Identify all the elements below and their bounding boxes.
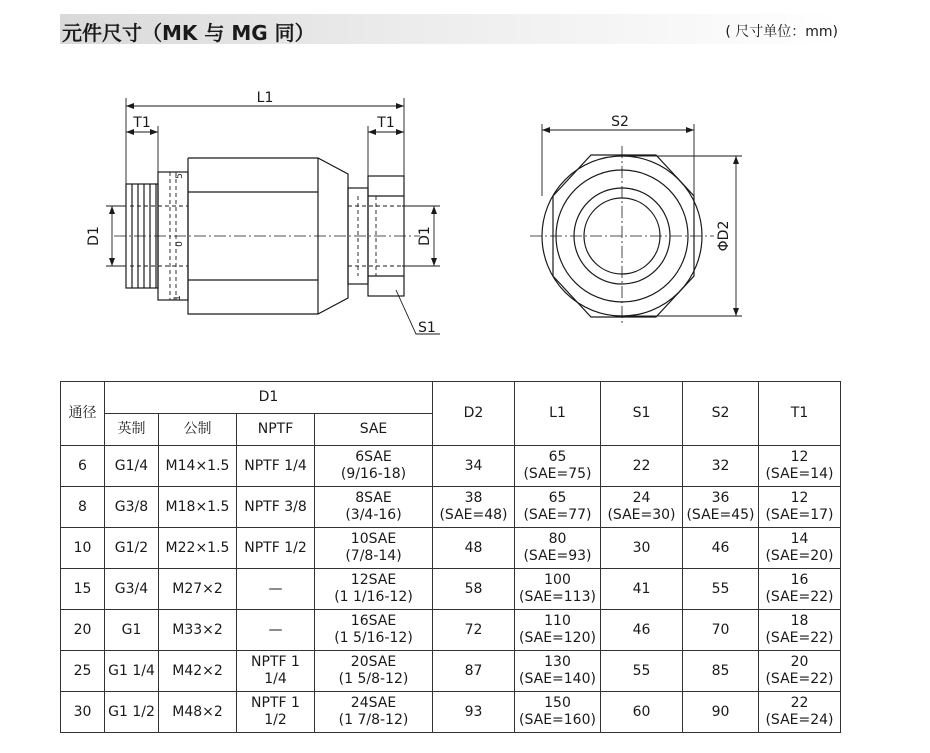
label-t1-left: T1: [133, 115, 151, 131]
cell-imperial-value: G1: [121, 621, 142, 638]
end-view: [530, 146, 714, 326]
cell-l1: [515, 446, 601, 487]
cell-nptf-value: —: [268, 580, 283, 597]
cell-sae: [315, 487, 433, 528]
cell-t1-secondary: (SAE=22): [765, 671, 834, 687]
cell-l1-secondary: (SAE=75): [523, 466, 592, 482]
cell-s1-value: 60: [632, 703, 651, 720]
cell-nptf-value: NPTF 1: [251, 654, 300, 670]
cell-s1-value: 30: [632, 539, 651, 556]
cell-l1-value: 150: [544, 695, 571, 711]
cell-s2: [683, 692, 759, 733]
cell-metric-value: M14×1.5: [165, 457, 230, 474]
table-row: [61, 651, 841, 692]
cell-imperial: [105, 569, 159, 610]
cell-t1: [759, 610, 841, 651]
cell-imperial: [105, 528, 159, 569]
cell-sae-secondary: (1 7/8-12): [338, 712, 409, 728]
cell-d2: [433, 610, 515, 651]
cell-l1-value: 65: [548, 490, 567, 506]
cell-imperial-value: G1 1/4: [108, 662, 155, 679]
cell-l1: [515, 487, 601, 528]
cell-sae: [315, 692, 433, 733]
cell-nptf-secondary: 1/4: [264, 671, 287, 687]
cell-t1-secondary: (SAE=17): [765, 507, 834, 523]
label-tick-5: 5: [175, 173, 185, 179]
cell-imperial-value: G3/8: [114, 498, 149, 515]
cell-metric: [159, 446, 237, 487]
cell-l1-value: 110: [544, 613, 571, 629]
cell-l1: [515, 692, 601, 733]
cell-sae: [315, 569, 433, 610]
cell-t1-secondary: (SAE=20): [765, 548, 834, 564]
cell-metric: [159, 569, 237, 610]
cell-metric-value: M18×1.5: [165, 498, 230, 515]
cell-s2: [683, 651, 759, 692]
arrowheads: [109, 103, 739, 316]
cell-nptf-value: —: [268, 621, 283, 638]
table-row: [61, 569, 841, 610]
cell-l1: [515, 569, 601, 610]
label-d1-left: D1: [86, 226, 102, 246]
cell-l1: [515, 651, 601, 692]
cell-l1-secondary: (SAE=140): [519, 671, 596, 687]
cell-sae-value: 20SAE: [350, 654, 397, 670]
header-s2: S2: [683, 382, 759, 446]
header-imperial: 英制: [105, 414, 159, 446]
cell-l1: [515, 528, 601, 569]
cell-d2-value: 72: [464, 621, 483, 638]
cell-s1: [601, 528, 683, 569]
cell-t1-value: 22: [790, 695, 809, 711]
table-body: [61, 446, 841, 733]
cell-l1-secondary: (SAE=93): [523, 548, 592, 564]
cell-s2-secondary: (SAE=45): [686, 507, 755, 523]
cell-t1: [759, 692, 841, 733]
cell-t1: [759, 651, 841, 692]
cell-metric: [159, 651, 237, 692]
cell-s1-secondary: (SAE=30): [607, 507, 676, 523]
cell-imperial-value: G1 1/2: [108, 703, 155, 720]
cell-s1-value: 46: [632, 621, 651, 638]
table-row: [61, 446, 841, 487]
cell-sae-secondary: (9/16-18): [340, 466, 407, 482]
cell-l1-secondary: (SAE=160): [519, 712, 596, 728]
label-s1: S1: [418, 320, 436, 336]
cell-bore: [61, 446, 105, 487]
cell-bore-value: 10: [73, 539, 92, 556]
cell-metric: [159, 610, 237, 651]
table-row: [61, 692, 841, 733]
cell-nptf-value: NPTF 1/2: [244, 539, 307, 556]
header-d2: D2: [433, 382, 515, 446]
cell-s1-value: 55: [632, 662, 651, 679]
cell-imperial: [105, 692, 159, 733]
cell-bore: [61, 692, 105, 733]
cell-s2-value: 70: [711, 621, 730, 638]
cell-l1-secondary: (SAE=120): [519, 630, 596, 646]
cell-bore-value: 25: [73, 662, 92, 679]
cell-metric: [159, 487, 237, 528]
cell-s2-value: 32: [711, 457, 730, 474]
cell-d2-value: 38: [464, 490, 483, 506]
cell-bore: [61, 528, 105, 569]
cell-sae: [315, 528, 433, 569]
header-t1: T1: [759, 382, 841, 446]
cell-bore-value: 20: [73, 621, 92, 638]
cell-t1-secondary: (SAE=22): [765, 630, 834, 646]
cell-sae: [315, 446, 433, 487]
cell-t1-value: 16: [790, 572, 809, 588]
cell-bore-value: 8: [78, 498, 87, 515]
cell-bore: [61, 569, 105, 610]
cell-sae-secondary: (1 5/8-12): [338, 671, 409, 687]
cell-s1: [601, 651, 683, 692]
table-row: [61, 610, 841, 651]
label-s2: S2: [611, 114, 629, 130]
cell-t1-secondary: (SAE=24): [765, 712, 834, 728]
cell-t1-value: 14: [790, 531, 809, 547]
end-dimensions: [542, 124, 742, 316]
cell-sae-value: 8SAE: [355, 490, 392, 506]
table-row: [61, 528, 841, 569]
cell-nptf-value: NPTF 1/4: [244, 457, 307, 474]
cell-bore-value: 15: [73, 580, 92, 597]
cell-sae-secondary: (7/8-14): [345, 548, 402, 564]
cell-nptf: [237, 528, 315, 569]
cell-l1-value: 65: [548, 449, 567, 465]
cell-d2-value: 93: [464, 703, 483, 720]
cell-s1: [601, 446, 683, 487]
cell-nptf-value: NPTF 1: [251, 695, 300, 711]
cell-s2-value: 90: [711, 703, 730, 720]
cell-s2: [683, 528, 759, 569]
cell-metric-value: M27×2: [172, 580, 223, 597]
cell-d2: [433, 569, 515, 610]
cell-d2-value: 34: [464, 457, 483, 474]
cell-sae-secondary: (3/4-16): [345, 507, 402, 523]
cell-s1-value: 22: [632, 457, 651, 474]
cell-imperial: [105, 651, 159, 692]
cell-sae-value: 10SAE: [350, 531, 397, 547]
label-l1: L1: [256, 90, 274, 106]
cell-d2-value: 48: [464, 539, 483, 556]
cell-s2: [683, 446, 759, 487]
cell-imperial: [105, 446, 159, 487]
cell-d2: [433, 692, 515, 733]
header-metric: 公制: [159, 414, 237, 446]
label-phi-d2: ΦD2: [716, 220, 732, 252]
cell-d2: [433, 651, 515, 692]
cell-l1: [515, 610, 601, 651]
cell-t1-value: 12: [790, 449, 809, 465]
header-l1: L1: [515, 382, 601, 446]
cell-nptf: [237, 569, 315, 610]
cell-t1-secondary: (SAE=14): [765, 466, 834, 482]
cell-s2-value: 36: [711, 490, 730, 506]
cell-sae: [315, 651, 433, 692]
cell-t1: [759, 487, 841, 528]
label-d1-right: D1: [417, 226, 433, 246]
cell-t1: [759, 446, 841, 487]
cell-d2: [433, 487, 515, 528]
label-tick-0: 0: [175, 241, 185, 247]
cell-s2: [683, 569, 759, 610]
header-sae: SAE: [315, 414, 433, 446]
cell-s1: [601, 692, 683, 733]
cell-bore: [61, 610, 105, 651]
cell-s2-value: 85: [711, 662, 730, 679]
header-bore: 通径: [61, 382, 105, 446]
cell-d2-value: 58: [464, 580, 483, 597]
cell-s1-value: 24: [632, 490, 651, 506]
cell-metric-value: M22×1.5: [165, 539, 230, 556]
header-s1: S1: [601, 382, 683, 446]
cell-l1-secondary: (SAE=77): [523, 507, 592, 523]
cell-l1-value: 100: [544, 572, 571, 588]
cell-l1-value: 80: [548, 531, 567, 547]
cell-metric-value: M42×2: [172, 662, 223, 679]
cell-imperial-value: G1/4: [114, 457, 149, 474]
cell-d2: [433, 528, 515, 569]
cell-nptf-value: NPTF 3/8: [244, 498, 307, 515]
cell-t1-value: 20: [790, 654, 809, 670]
cell-d2: [433, 446, 515, 487]
header-nptf: NPTF: [237, 414, 315, 446]
cell-s1-value: 41: [632, 580, 651, 597]
cell-t1: [759, 528, 841, 569]
cell-t1-secondary: (SAE=22): [765, 589, 834, 605]
cell-sae-value: 16SAE: [350, 613, 397, 629]
header-d1: D1: [105, 382, 433, 414]
unit-note: ( 尺寸单位：mm): [725, 24, 838, 40]
cell-sae-value: 12SAE: [350, 572, 397, 588]
cell-imperial-value: G3/4: [114, 580, 149, 597]
cell-nptf: [237, 610, 315, 651]
cell-t1: [759, 569, 841, 610]
cell-metric-value: M33×2: [172, 621, 223, 638]
cell-d2-secondary: (SAE=48): [439, 507, 508, 523]
page-title: 元件尺寸（MK 与 MG 同）: [62, 21, 315, 45]
cell-nptf: [237, 487, 315, 528]
cell-sae-value: 6SAE: [355, 449, 392, 465]
cell-metric: [159, 528, 237, 569]
cell-t1-value: 18: [790, 613, 809, 629]
cell-s1: [601, 487, 683, 528]
cell-imperial: [105, 610, 159, 651]
cell-nptf-secondary: 1/2: [264, 712, 287, 728]
cell-sae-value: 24SAE: [350, 695, 397, 711]
cell-metric-value: M48×2: [172, 703, 223, 720]
label-t1-right: T1: [377, 115, 395, 131]
cell-bore: [61, 651, 105, 692]
cell-s2-value: 55: [711, 580, 730, 597]
table-row: [61, 487, 841, 528]
cell-t1-value: 12: [790, 490, 809, 506]
cell-l1-secondary: (SAE=113): [519, 589, 596, 605]
cell-s2: [683, 610, 759, 651]
cell-s1: [601, 569, 683, 610]
cell-nptf: [237, 651, 315, 692]
cell-bore: [61, 487, 105, 528]
cell-sae: [315, 610, 433, 651]
cell-nptf: [237, 446, 315, 487]
cell-d2-value: 87: [464, 662, 483, 679]
cell-l1-value: 130: [544, 654, 571, 670]
cell-sae-secondary: (1 5/16-12): [334, 630, 413, 646]
cell-bore-value: 30: [73, 703, 92, 720]
cell-s2-value: 46: [711, 539, 730, 556]
cell-s2: [683, 487, 759, 528]
cell-sae-secondary: (1 1/16-12): [334, 589, 413, 605]
cell-nptf: [237, 692, 315, 733]
dimension-table: [60, 381, 841, 733]
cell-s1: [601, 610, 683, 651]
cell-bore-value: 6: [78, 457, 87, 474]
label-tick-1: 1: [173, 295, 183, 301]
cell-metric: [159, 692, 237, 733]
cell-imperial-value: G1/2: [114, 539, 149, 556]
cell-imperial: [105, 487, 159, 528]
